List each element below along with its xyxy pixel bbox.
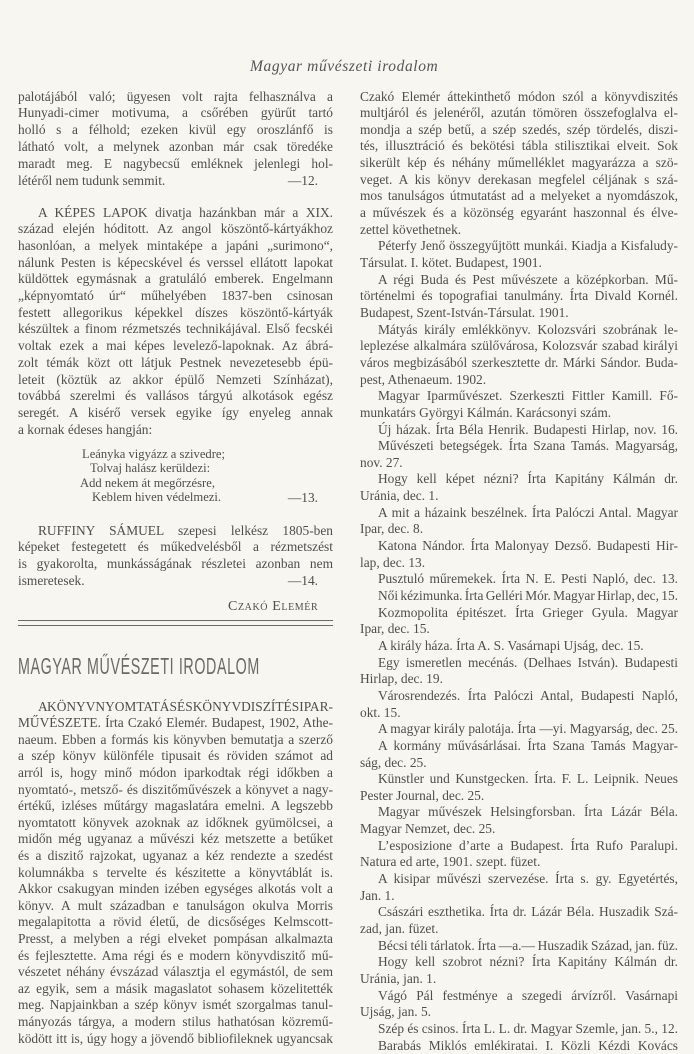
paragraph-line	[18, 220, 333, 237]
bibliography-line	[378, 504, 678, 521]
bibliography-line	[378, 1020, 678, 1037]
paragraph-line	[18, 121, 333, 138]
line-text: naeum. Ebben a formás kis könyvben bemutatja a szerző	[18, 731, 333, 747]
line-text: létéről nem tudunk semmit.	[18, 173, 166, 188]
bibliography-line	[360, 520, 678, 537]
paragraph-line	[18, 897, 333, 914]
bibliography-line	[360, 171, 678, 188]
bibliography-line	[378, 720, 678, 737]
paragraph-line	[18, 572, 333, 589]
line-text: zad, jan. füzet.	[360, 921, 439, 936]
line-text: mányozás tárgya, a modern stilus hathatósan közremű-	[18, 1013, 333, 1029]
line-text: továbbá szerelmi és vallásos tárgyú alkotások egész	[18, 388, 333, 404]
line-text: mondja a szép betű, a szép szedés, szép tördelés, diszi-	[360, 121, 678, 137]
line-text: Egy ismeretlen mecénás. (Delhaes István). Budapesti	[378, 654, 678, 670]
line-text: Magyar művészek Helsingforsban. Írta Lázár Béla.	[378, 804, 678, 820]
bibliography-line	[378, 903, 678, 920]
paragraph-line	[18, 254, 333, 271]
entry-number: —12.	[287, 173, 318, 188]
line-text: Pusztuló műremekek. Írta N. E. Pesti Napló, dec. 13.	[378, 571, 678, 587]
line-text: könyv. A mult században e tanulságon okulva Morris	[18, 897, 333, 913]
paragraph-line	[18, 287, 333, 304]
bibliography-line	[360, 221, 678, 238]
line-text: A mit a házaink beszélnek. Írta Palóczi Antal. Magyar	[378, 504, 678, 520]
line-text: a kornak édeses hangján:	[18, 421, 153, 437]
bibliography-line	[360, 137, 678, 154]
line-text: Ipar, dec. 8.	[360, 521, 424, 537]
bibliography-line	[360, 704, 678, 721]
bibliography-line	[378, 937, 678, 954]
line-text: Uránia, dec. 1.	[360, 488, 439, 504]
line-text: nov. 27.	[360, 454, 403, 470]
bibliography-line	[360, 371, 678, 388]
bibliography-line	[378, 437, 678, 454]
line-text: nálunk Pesten is képecskével és verssel ellátott lapokat	[18, 254, 333, 270]
line-text: város megbizásából szerkesztette dr. Márki Sándor. Buda-	[360, 354, 678, 370]
bibliography-line	[378, 654, 678, 671]
bibliography-line	[360, 121, 678, 138]
bibliography-line	[378, 687, 678, 704]
line-text: lap, dec. 13.	[360, 554, 426, 570]
bibliography-line	[378, 987, 678, 1004]
paragraph-line	[18, 714, 333, 731]
line-text: Leányka vigyázz a szivedre;	[82, 446, 226, 461]
paragraph-line	[18, 913, 333, 930]
bibliography-line	[378, 953, 678, 970]
bibliography-line	[378, 1037, 678, 1054]
paragraph-line	[18, 830, 333, 847]
paragraph-line	[18, 421, 333, 438]
line-text: Add nekem át megőrzésre,	[80, 475, 215, 490]
line-text: ködött itt is, úgy hogy a jövendő bibliofileknek ugyancsak	[18, 1030, 333, 1046]
paragraph-line	[18, 337, 333, 354]
line-text: pest, Athenaeum. 1902.	[360, 371, 487, 387]
line-text: és a diszitő rajzokat, ugyanaz a kéz rendezte a szedést	[18, 847, 333, 863]
line-text: Női kézimunka. Írta Gelléri Mór. Magyar Hirlap, dec, 15.	[378, 588, 678, 603]
bibliography-line	[378, 421, 678, 438]
line-text: zolt témák közt ott látjuk Pestnek nevezetesebb épü-	[18, 354, 333, 370]
bibliography-line	[360, 853, 678, 870]
line-text: Pester Journal, dec. 25.	[360, 787, 485, 803]
line-text: Künstler und Kunstgecken. Írta. F. L. Leipnik. Neues	[378, 771, 678, 787]
line-text: „képnyomtató úr“ műhelyében 1837-ben csinosan	[18, 288, 333, 303]
bibliography-line	[360, 887, 678, 904]
line-text: munkatárs Györgyi Kálmán. Karácsonyi szám.	[360, 404, 612, 420]
bibliography-line	[360, 354, 678, 371]
line-text: Natura ed arte, 1901. szept. füzet.	[360, 854, 541, 870]
line-text: század elején hóditott. Az angol köszöntő-kártyákhoz	[18, 221, 333, 237]
divider-rule-top	[18, 620, 333, 621]
line-text: RUFFINY SÁMUEL szepesi lelkész 1805-ben	[38, 522, 333, 538]
line-text: zettel követhetnek.	[360, 221, 462, 237]
paragraph-line	[18, 538, 333, 555]
line-text: Hogy kell képet nézni? Írta Kapitány Kálmán dr.	[378, 471, 678, 487]
paragraph-line	[18, 270, 333, 287]
paragraph-line	[18, 320, 333, 337]
paragraph-line	[18, 980, 333, 997]
entry-number: —13.	[287, 490, 318, 506]
bibliography-line	[360, 104, 678, 121]
line-text: nyomtató-, metsző- és diszitőművészek a könyvet a nagy-	[18, 781, 333, 797]
line-text: Czakó Elemér áttekinthető módon szól a könyvdiszités	[360, 88, 678, 104]
paragraph-line	[18, 354, 333, 371]
paragraph-line	[18, 88, 333, 105]
line-text: Tolvaj halász kerüldezi:	[90, 461, 211, 476]
line-text: mos tanulságos útmutatást ad a melyeket a nyomdászok,	[360, 188, 678, 204]
line-text: készültek a finom rézmetszés technikájával. Első fecskéi	[18, 321, 333, 337]
line-text: értékű, izléses műtárgy magaslatára emelni. A legszebb	[18, 798, 333, 814]
line-text: tés, illusztráció és bekötési tábla stilisztikai elveit. Sok	[360, 138, 678, 154]
paragraph-line	[18, 996, 333, 1013]
paragraph-line	[18, 155, 333, 172]
line-text: küldöttek egymásnak a gratuláló emberek. Engelmann	[18, 271, 333, 287]
paragraph-line	[18, 237, 333, 254]
bibliography-line	[378, 387, 678, 404]
line-text: L’esposizione d’arte a Budapest. Írta Rufo Paralupi.	[378, 837, 678, 853]
line-text: Uránia, jan. 1.	[360, 970, 437, 986]
line-text: nyomtatott könyvek azoknak az időknek gyümölcsei, a	[18, 814, 333, 830]
section-heading: MAGYAR MŰVÉSZETI IRODALOM	[18, 653, 260, 679]
bibliography-line	[378, 470, 678, 487]
line-text: Kozmopolita épitészet. Írta Grieger Gyula. Magyar	[378, 604, 678, 620]
paragraph-line	[18, 864, 333, 881]
paragraph-line	[38, 698, 333, 715]
paragraph-line	[18, 555, 333, 572]
line-text: meg. Napjainkban a szép könyv ismét szorgalmas tanul-	[18, 997, 333, 1013]
paragraph-line	[18, 930, 333, 947]
bibliography-line	[378, 604, 678, 621]
poem-line	[92, 489, 292, 506]
line-text: A magyar király palotája. Írta —yi. Magyarság, dec. 25.	[378, 721, 678, 737]
line-text: multjáról és jelenéről, azután tömören összefoglalva el-	[360, 105, 678, 121]
line-text: okt. 15.	[360, 704, 401, 720]
line-text: Császári eszthetika. Írta dr. Lázár Béla. Huszadik Szá-	[378, 904, 678, 920]
line-text: Hunyadi-cimer motivuma, a csőrében gyürűt tartó	[18, 105, 333, 121]
line-text: Hirlap, dec. 19.	[360, 671, 443, 687]
bibliography-line	[378, 737, 678, 754]
signature: Czakó Elemér	[228, 599, 319, 614]
bibliography-line	[360, 670, 678, 687]
line-text: arról is, hogy minő módon iparkodtak régi időkben a	[18, 764, 333, 780]
paragraph-line	[18, 304, 333, 321]
bibliography-line	[378, 870, 678, 887]
line-text: midőn még ugyanaz a művészi kéz metszette a betűket	[18, 831, 333, 847]
paragraph-line	[18, 814, 333, 831]
bibliography-line	[360, 554, 678, 571]
line-text: vészetet néhány évszázad választja el egymástól, de sem	[18, 964, 333, 980]
bibliography-line	[360, 820, 678, 837]
line-text: A kisipar művészi szervezése. Írta s. gy. Egyetértés,	[378, 871, 678, 887]
line-text: sikerült kép és néhány műmelléklet magyarázza a szö-	[360, 155, 678, 171]
paragraph-line	[18, 731, 333, 748]
paragraph-line	[18, 963, 333, 980]
bibliography-line	[360, 254, 678, 271]
bibliography-line	[360, 204, 678, 221]
line-text: Keblem hiven védelmezi.	[92, 490, 222, 505]
line-text: kolumnákba s tervelte és készitette a könyvtáblát is.	[18, 864, 333, 880]
paragraph-line	[18, 1013, 333, 1030]
bibliography-line	[360, 88, 678, 105]
line-text: Ipar, dec. 15.	[360, 621, 430, 637]
bibliography-line	[360, 487, 678, 504]
line-text: A király háza. Írta A. S. Vasárnapi Ujság, dec. 15.	[378, 637, 644, 653]
line-text: Városrendezés. Írta Palóczi Antal, Budapesti Napló,	[378, 687, 678, 703]
divider-rule-bottom	[18, 625, 333, 626]
line-text: képeket festegetett és műkedvelésből a rézmetszést	[18, 539, 333, 555]
line-text: Akkor csakugyan minden izében egységes alkotás volt a	[18, 881, 333, 897]
bibliography-line	[378, 803, 678, 820]
line-text: maradt meg. E nagybecsű emléknek jelenlegi hol-	[18, 156, 333, 172]
line-text: A KÉPES LAPOK divatja hazánkban már a XIX.	[38, 204, 333, 220]
line-text: látható volt, a melynek azonban már csak töredéke	[18, 139, 333, 155]
line-text: Budapest, Szent-István-Társulat. 1901.	[360, 304, 569, 320]
bibliography-line	[360, 970, 678, 987]
line-text: Művészeti betegségek. Írta Szana Tamás. Magyarság,	[378, 438, 678, 454]
paragraph-line	[18, 781, 333, 798]
line-text: palotájából való; ügyesen volt rajta felhasználva a	[18, 88, 333, 104]
paragraph-line	[18, 371, 333, 388]
bibliography-line	[378, 321, 678, 338]
paragraph-line	[18, 387, 333, 404]
paragraph-line	[18, 797, 333, 814]
bibliography-line	[378, 837, 678, 854]
paragraph-line	[18, 747, 333, 764]
paragraph-line	[18, 1030, 333, 1047]
bibliography-line	[360, 787, 678, 804]
line-text: Szép és csinos. Írta L. L. dr. Magyar Szemle, jan. 5., 12.	[378, 1020, 678, 1036]
bibliography-line	[360, 187, 678, 204]
line-text: holló s a félhold; ezeken kivül egy oroszlánfő is	[18, 122, 333, 138]
line-text: voltak ezek a mai képes levelező-lapoknak. Az ábrá-	[18, 338, 333, 354]
line-text: A kormány művásárlásai. Írta Szana Tamás Magyar-	[378, 737, 678, 753]
line-text: Ujság, jan. 5.	[360, 1004, 432, 1020]
line-text: és fejlesztette. Ama régi és e modern könyvdiszitő mű-	[18, 947, 333, 963]
paragraph-line	[18, 947, 333, 964]
bibliography-line	[360, 404, 678, 421]
line-text: Bécsi téli tárlatok. Írta —a.— Huszadik Század, jan. füz.	[378, 937, 678, 953]
line-text: is gyakorolta, munkásságának részletei azonban nem	[18, 555, 333, 571]
line-text: Péterfy Jenő összegyűjtött munkái. Kiadja a Kisfaludy-	[378, 238, 678, 254]
line-text: Barabás Miklós emlékiratai. I. Közli Kézdi Kovács	[378, 1037, 678, 1053]
paragraph-line	[38, 522, 333, 539]
paragraph-line	[18, 104, 333, 121]
bibliography-line	[360, 304, 678, 321]
bibliography-line	[378, 237, 678, 254]
line-text: az egyik, sem a másik magaslatot sohasem közelitették	[18, 980, 333, 996]
line-text: leplezése alkalmára szülővárosa, Kolozsvár szabad királyi	[360, 338, 678, 354]
line-text: festett allegorikus képekkel díszes köszöntő-kártyák	[18, 304, 333, 320]
line-text: Vágó Pál festménye a szegedi árvízről. Vasárnapi	[378, 987, 678, 1003]
line-text: Mátyás király emlékkönyv. Kolozsvári szobrának le-	[378, 321, 678, 337]
line-text: Hogy kell szobrot nézni? Írta Kapitány Kálmán dr.	[378, 954, 678, 970]
bibliography-line	[360, 920, 678, 937]
line-text: seregét. A kisérő versek egyike így enyeleg annak	[18, 404, 333, 420]
paragraph-line	[18, 847, 333, 864]
line-text: történelmi és topografiai tanulmány. Írta Divald Kornél.	[360, 288, 678, 304]
paragraph-line	[18, 764, 333, 781]
line-text: Új házak. Írta Béla Henrik. Budapesti Hirlap, nov. 16.	[378, 421, 678, 437]
line-text: Presst, a melyben a régi elveket pompásan alkalmazta	[18, 930, 333, 946]
bibliography-line	[360, 287, 678, 304]
bibliography-line	[378, 637, 678, 654]
running-title: Magyar művészeti irodalom	[250, 58, 439, 75]
line-text: Magyar Iparművészet. Szerkeszti Fittler Kamill. Fő-	[378, 388, 678, 404]
line-text: Magyar Nemzet, dec. 25.	[360, 821, 496, 837]
line-text: hasonlóan, a melyek mintaképe a japáni „surimono“,	[18, 237, 333, 253]
bibliography-line	[360, 154, 678, 171]
line-text: A KÖNYVNYOMTATÁS ÉS KÖNYVDISZÍTÉS IPAR-	[38, 698, 333, 714]
bibliography-line	[378, 570, 678, 587]
paragraph-line	[38, 204, 333, 221]
line-text: Katona Nándor. Írta Malonyay Dezső. Budapesti Hir-	[378, 538, 678, 554]
line-text: Jan. 1.	[360, 887, 395, 903]
line-text: ismeretesek.	[18, 572, 85, 588]
line-text: leteit (köztük az akkor épülő Nemzeti Színházat),	[18, 371, 333, 387]
paragraph-line	[18, 138, 333, 155]
line-text: a szép könyv különféle tipusait és röviden számot ad	[18, 748, 333, 764]
bibliography-line	[378, 770, 678, 787]
bibliography-line	[360, 1003, 678, 1020]
line-text: Társulat. I. kötet. Budapest, 1901.	[360, 255, 542, 270]
bibliography-line	[360, 337, 678, 354]
line-text: a művészek és a közönség egyaránt haszonnal és élve-	[360, 205, 678, 221]
bibliography-line	[360, 620, 678, 637]
line-text: A régi Buda és Pest művészete a középkorban. Mű-	[378, 271, 678, 287]
bibliography-line	[378, 271, 678, 288]
bibliography-line	[378, 537, 678, 554]
bibliography-line	[360, 454, 678, 471]
paragraph-line	[18, 404, 333, 421]
bibliography-line	[378, 587, 678, 604]
line-text: ság, dec. 25.	[360, 754, 427, 770]
bibliography-line	[360, 754, 678, 771]
entry-number: —14.	[287, 572, 318, 588]
line-text: megalapitotta a rövid életű, de dicsőséges Kelmscott-	[18, 914, 333, 930]
line-text: MŰVÉSZETE. Írta Czakó Elemér. Budapest, 1902, Athe-	[18, 715, 333, 731]
paragraph-line	[18, 172, 333, 189]
line-text: veget. A kis könyv derekasan megfelel céljának s szá-	[360, 171, 678, 187]
paragraph-line	[18, 880, 333, 897]
